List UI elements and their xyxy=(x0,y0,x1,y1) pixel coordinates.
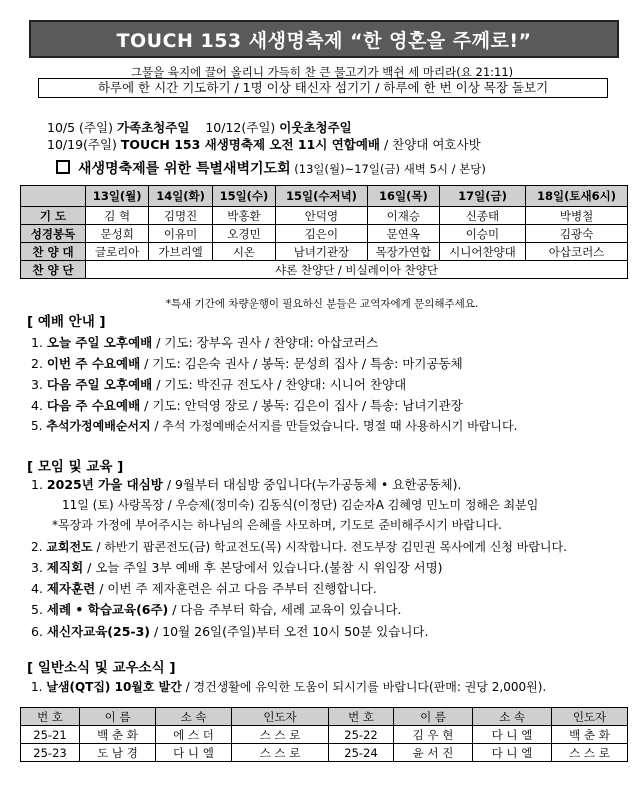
day-header: 13일(월) xyxy=(86,186,149,207)
day-header: 17일(금) xyxy=(439,186,525,207)
list-item: 2. 이번 주 수요예배 / 기도: 김은숙 권사 / 봉독: 문성희 집사 / 특송: 마기공동체 xyxy=(31,356,463,371)
table-cell: 시니어찬양대 xyxy=(439,243,525,261)
day-header: 18일(토새6시) xyxy=(526,186,628,207)
event-line-1: 10/5 (주일) 가족초청주일 10/12(주일) 이웃초청주일 xyxy=(47,120,352,135)
visitation-note: *목장과 가정에 부어주시는 하나님의 은혜를 사모하며, 기도로 준비해주시기 바랍니다. xyxy=(52,518,502,532)
column-header: 인도자 xyxy=(232,708,329,726)
event-line-2: 10/19(주일) TOUCH 153 새생명축제 오전 11시 연합예배 / 찬양대 여호사밧 xyxy=(47,137,481,152)
column-header: 소 속 xyxy=(156,708,232,726)
table-row xyxy=(21,207,628,225)
list-item: 3. 제직회 / 오늘 주일 3부 예배 후 본당에서 있습니다.(불참 시 위임장 서명) xyxy=(31,560,443,575)
table-cell: 스 스 로 xyxy=(232,744,329,762)
table-cell: 박홍환 xyxy=(212,207,275,225)
table-cell: 에 스 더 xyxy=(156,726,232,744)
dawn-prayer-table xyxy=(20,185,628,279)
table-cell: 남녀기관장 xyxy=(276,243,368,261)
table-cell: 김명진 xyxy=(149,207,212,225)
table-cell: 김 혁 xyxy=(86,207,149,225)
table-header-row xyxy=(21,708,628,726)
table-cell: 이유미 xyxy=(149,225,212,243)
table-cell: 김광숙 xyxy=(526,225,628,243)
list-item: 1. 날샘(QT집) 10월호 발간 / 경건생활에 유익한 도움이 되시기를 바랍니다(판매: 권당 2,000원). xyxy=(31,680,547,694)
dawn-prayer-title: 새생명축제를 위한 특별새벽기도회 (13일(월)~17일(금) 새벽 5시 / 본당) xyxy=(56,158,486,178)
table-cell: 다 니 엘 xyxy=(473,726,552,744)
table-cell: 도 남 경 xyxy=(80,744,156,762)
table-cell: 25-24 xyxy=(329,744,394,762)
day-header: 15일(수저녁) xyxy=(276,186,368,207)
table-cell: 윤 서 진 xyxy=(394,744,473,762)
table-cell: 스 스 로 xyxy=(232,726,329,744)
list-item: 5. 추석가정예배순서지 / 추석 가정예배순서지를 만들었습니다. 명절 때 사용하시기 바랍니다. xyxy=(31,419,518,433)
list-item: 4. 제자훈련 / 이번 주 제자훈련은 쉬고 다음 주부터 진행합니다. xyxy=(31,581,377,596)
checkbox-square-icon xyxy=(56,160,70,174)
table-row xyxy=(21,261,628,279)
table-cell: 이승미 xyxy=(439,225,525,243)
visitation-list: 11일 (토) 사랑목장 / 우승제(정미숙) 김동식(이정단) 김순자A 김혜영 민노미 정해은 최분임 xyxy=(62,498,539,512)
table-cell: 다 니 엘 xyxy=(473,744,552,762)
list-item: 2. 교회전도 / 하반기 팝콘전도(금) 학교전도(목) 시작합니다. 전도부장 김민권 목사에게 신청 바랍니다. xyxy=(31,540,567,554)
section-heading-meeting: [ 모임 및 교육 ] xyxy=(27,459,124,475)
table-cell: 김은이 xyxy=(276,225,368,243)
list-item: 1. 2025년 가을 대심방 / 9월부터 대심방 중입니다(누가공동체 • 요한공동체). xyxy=(31,477,462,492)
column-header: 번 호 xyxy=(329,708,394,726)
table-cell: 샤론 찬양단 / 비실레이아 찬양단 xyxy=(86,261,628,279)
column-header: 인도자 xyxy=(552,708,628,726)
column-header: 이 름 xyxy=(80,708,156,726)
row-label: 찬 양 대 xyxy=(21,243,86,261)
table-cell: 시온 xyxy=(212,243,275,261)
table-cell: 문연옥 xyxy=(367,225,439,243)
table-row xyxy=(21,744,628,762)
table-cell: 백 춘 화 xyxy=(80,726,156,744)
day-header: 16일(목) xyxy=(367,186,439,207)
column-header: 이 름 xyxy=(394,708,473,726)
list-item: 5. 세례 • 학습교육(6주) / 다음 주부터 학습, 세례 교육이 있습니다. xyxy=(31,602,402,617)
table-cell: 스 스 로 xyxy=(552,744,628,762)
section-heading-worship: [ 예배 안내 ] xyxy=(27,314,106,330)
table-cell: 안덕영 xyxy=(276,207,368,225)
table-cell: 25-22 xyxy=(329,726,394,744)
table-cell: 김 우 현 xyxy=(394,726,473,744)
new-members-table xyxy=(20,707,628,762)
table-cell: 이재승 xyxy=(367,207,439,225)
table-cell: 문성희 xyxy=(86,225,149,243)
diagonal-corner-cell xyxy=(21,186,86,207)
table-row xyxy=(21,243,628,261)
table-cell: 가브리엘 xyxy=(149,243,212,261)
day-header: 15일(수) xyxy=(212,186,275,207)
table-row xyxy=(21,225,628,243)
table-cell: 아삽코러스 xyxy=(526,243,628,261)
table-cell: 25-21 xyxy=(21,726,80,744)
table-cell: 글로리아 xyxy=(86,243,149,261)
list-item: 3. 다음 주일 오후예배 / 기도: 박진규 전도사 / 찬양대: 시니어 찬양대 xyxy=(31,377,407,392)
bible-verse: 그물을 육지에 끌어 올리니 가득히 찬 큰 물고기가 백쉰 세 마리라(요 21:11) xyxy=(130,65,514,79)
column-header: 번 호 xyxy=(21,708,80,726)
list-item: 6. 새신자교육(25-3) / 10월 26일(주일)부터 오전 10시 50분 있습니다. xyxy=(31,624,429,639)
day-header: 14일(화) xyxy=(149,186,212,207)
table-cell: 박병철 xyxy=(526,207,628,225)
goals-box: 하루에 한 시간 기도하기 / 1명 이상 태신자 섬기기 / 하루에 한 번 이상 목장 돌보기 xyxy=(38,78,608,98)
row-label: 기 도 xyxy=(21,207,86,225)
page-title: TOUCH 153 새생명축제 “한 영혼을 주께로!” xyxy=(29,20,619,58)
column-header: 소 속 xyxy=(473,708,552,726)
table-cell: 백 춘 화 xyxy=(552,726,628,744)
table-cell: 오경민 xyxy=(212,225,275,243)
list-item: 1. 오늘 주일 오후예배 / 기도: 장부옥 권사 / 찬양대: 아삽코러스 xyxy=(31,335,379,350)
table-header-row xyxy=(21,186,628,207)
table-row xyxy=(21,726,628,744)
table-cell: 신종태 xyxy=(439,207,525,225)
row-label: 찬 양 단 xyxy=(21,261,86,279)
table-cell: 다 니 엘 xyxy=(156,744,232,762)
table-cell: 목장가연합 xyxy=(367,243,439,261)
transport-note: *특새 기간에 차량운행이 필요하신 분들은 교역자에게 문의해주세요. xyxy=(165,298,479,310)
table-cell: 25-23 xyxy=(21,744,80,762)
row-label: 성경봉독 xyxy=(21,225,86,243)
list-item: 4. 다음 주 수요예배 / 기도: 안덕영 장로 / 봉독: 김은이 집사 / 특송: 남녀기관장 xyxy=(31,398,463,413)
section-heading-news: [ 일반소식 및 교우소식 ] xyxy=(27,660,176,676)
